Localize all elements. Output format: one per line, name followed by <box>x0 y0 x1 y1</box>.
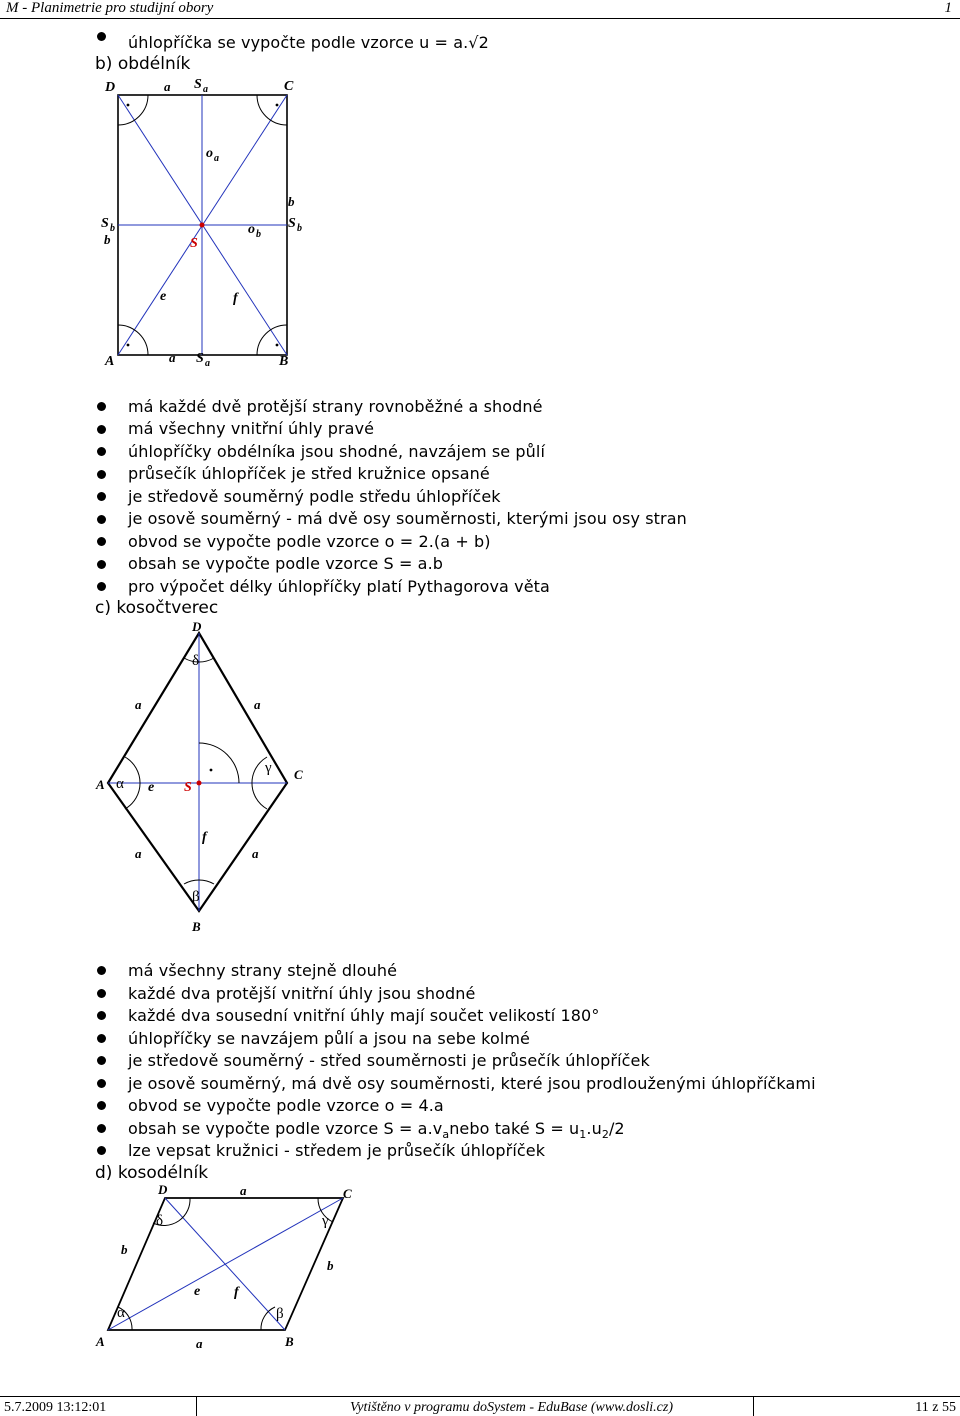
bullet-icon <box>97 966 106 975</box>
bullet-icon <box>97 560 106 569</box>
parallelogram-heading: d) kosodélník <box>95 1163 209 1183</box>
intro-diagonal-formula: úhlopříčka se vypočte podle vzorce u = a.√2 <box>128 33 489 52</box>
bullet-icon <box>97 989 106 998</box>
page-header <box>0 0 960 19</box>
rhombus-property: každé dva sousední vnitřní úhly mají součet velikostí 180° <box>128 1006 600 1025</box>
bullet-icon <box>97 582 106 591</box>
rectangle-property: obsah se vypočte podle vzorce S = a.b <box>128 554 444 573</box>
footer-divider <box>753 1397 754 1416</box>
side-b-right-label: b <box>327 1258 334 1273</box>
side-a-label: a <box>135 697 142 712</box>
header-title: M - Planimetrie pro studijní obory <box>6 0 214 16</box>
rectangle-property: pro výpočet délky úhlopříčky platí Pythagorova věta <box>128 577 550 596</box>
angle-beta-label: β <box>276 1306 284 1322</box>
midpoint-sa-top-sub: a <box>203 84 208 95</box>
area-formula-prefix: obsah se vypočte podle vzorce S = a.v <box>128 1119 443 1138</box>
midpoint-sb-right-label: S <box>288 216 296 231</box>
bullet-icon <box>97 425 106 434</box>
side-a-label: a <box>135 846 142 861</box>
vertex-a-label: A <box>105 354 115 369</box>
rectangle-property: je osově souměrný - má dvě osy souměrnosti, kterými jsou osy stran <box>128 509 687 528</box>
rhombus-property: má všechny strany stejně dlouhé <box>128 961 398 980</box>
midpoint-sb-right-sub: b <box>297 223 302 234</box>
area-subscript-a: a <box>442 1128 450 1142</box>
rectangle-diagram <box>95 75 315 375</box>
axis-ob-sub: b <box>256 229 261 240</box>
bullet-icon <box>97 537 106 546</box>
side-b-left-label: b <box>104 232 111 247</box>
vertex-a-label: A <box>96 1334 105 1349</box>
footer-datetime: 5.7.2009 13:12:01 <box>4 1400 107 1415</box>
footer-page: 11 z 55 <box>915 1400 956 1415</box>
vertex-d-label: D <box>105 80 116 95</box>
rhombus-property: lze vepsat kružnici - středem je průsečík úhlopříček <box>128 1141 546 1160</box>
bullet-icon <box>97 1056 106 1065</box>
midpoint-sb-left-sub: b <box>110 223 115 234</box>
rhombus-property: obvod se vypočte podle vzorce o = 4.a <box>128 1096 444 1115</box>
side-a-top-label: a <box>240 1183 247 1198</box>
bullet-icon <box>97 1101 106 1110</box>
rhombus-heading: c) kosočtverec <box>95 598 219 618</box>
bullet-icon <box>97 492 106 501</box>
vertex-d-label: D <box>158 1183 168 1197</box>
vertex-a-label: A <box>96 777 105 792</box>
bullet-icon <box>97 1079 106 1088</box>
bullet-icon <box>97 32 106 41</box>
footer-printed-by: Vytištěno v programu doSystem - EduBase (www.dosli.cz) <box>350 1400 674 1415</box>
midpoint-sb-left-label: S <box>101 216 109 231</box>
area-formula-suffix: /2 <box>608 1119 625 1138</box>
bullet-icon <box>97 1146 106 1155</box>
center-s-label: S <box>184 780 192 795</box>
rhombus-property: je středově souměrný - střed souměrnosti je průsečík úhlopříček <box>128 1051 650 1070</box>
page-footer <box>0 1396 960 1416</box>
vertex-b-label: B <box>192 919 201 934</box>
diagonal-e-label: e <box>194 1284 201 1299</box>
rectangle-heading: b) obdélník <box>95 54 191 74</box>
diagonal-e-label: e <box>148 780 155 795</box>
area-subscript-2: 2 <box>601 1128 609 1142</box>
angle-delta-label: δ <box>192 653 200 669</box>
rectangle-property: je středově souměrný podle středu úhlopříček <box>128 487 501 506</box>
bullet-icon <box>97 447 106 456</box>
rectangle-property: průsečík úhlopříček je střed kružnice opsané <box>128 464 490 483</box>
vertex-c-label: C <box>294 767 303 782</box>
axis-oa-label: o <box>206 146 213 161</box>
side-a-top-label: a <box>164 79 171 94</box>
parallelogram-diagram <box>90 1183 370 1353</box>
bullet-icon <box>97 1124 106 1133</box>
side-a-bottom-label: a <box>169 350 176 365</box>
rhombus-property: je osově souměrný, má dvě osy souměrnosti, které jsou prodlouženými úhlopříčkami <box>128 1074 816 1093</box>
midpoint-sa-bottom-sub: a <box>205 358 210 369</box>
area-formula-dot: .u <box>586 1119 602 1138</box>
diagonal-f-label: f <box>234 1285 239 1300</box>
header-page-number: 1 <box>944 0 952 16</box>
side-a-label: a <box>252 846 259 861</box>
rectangle-property: má každé dvě protější strany rovnoběžné a shodné <box>128 397 543 416</box>
rhombus-area-formula <box>128 1119 625 1141</box>
vertex-b-label: B <box>285 1334 294 1349</box>
vertex-c-label: C <box>284 79 294 94</box>
bullet-icon <box>97 1011 106 1020</box>
rectangle-property: úhlopříčky obdélníka jsou shodné, navzájem se půlí <box>128 442 545 461</box>
angle-delta-label: δ <box>156 1213 164 1229</box>
area-formula-middle: nebo také S = u <box>449 1119 580 1138</box>
angle-gamma-label: γ <box>265 760 272 776</box>
footer-divider <box>196 1397 197 1416</box>
angle-alpha-label: α <box>117 1305 125 1321</box>
area-subscript-1: 1 <box>579 1128 587 1142</box>
bullet-icon <box>97 515 106 524</box>
rhombus-diagram <box>90 618 320 938</box>
diagonal-f-label: f <box>233 291 238 306</box>
side-b-left-label: b <box>121 1242 128 1257</box>
bullet-icon <box>97 402 106 411</box>
vertex-b-label: B <box>279 354 289 369</box>
diagonal-f-label: f <box>202 830 207 845</box>
axis-ob-label: o <box>248 222 255 237</box>
bullet-icon <box>97 1034 106 1043</box>
side-b-right-label: b <box>288 194 295 209</box>
side-a-label: a <box>254 697 261 712</box>
angle-beta-label: β <box>192 889 200 905</box>
bullet-icon <box>97 470 106 479</box>
diagonal-e-label: e <box>160 289 167 304</box>
vertex-d-label: D <box>192 619 202 634</box>
vertex-c-label: C <box>343 1186 352 1201</box>
rhombus-property: úhlopříčky se navzájem půlí a jsou na sebe kolmé <box>128 1029 531 1048</box>
rectangle-property: obvod se vypočte podle vzorce o = 2.(a + b) <box>128 532 491 551</box>
rhombus-property: každé dva protější vnitřní úhly jsou shodné <box>128 984 476 1003</box>
rectangle-property: má všechny vnitřní úhly pravé <box>128 419 375 438</box>
angle-alpha-label: α <box>116 776 124 792</box>
side-a-bottom-label: a <box>196 1336 203 1351</box>
midpoint-sa-bottom-label: S <box>196 351 204 366</box>
center-s-label: S <box>190 236 198 251</box>
axis-oa-sub: a <box>214 153 219 164</box>
angle-gamma-label: γ <box>322 1213 329 1229</box>
midpoint-sa-top-label: S <box>194 77 202 92</box>
